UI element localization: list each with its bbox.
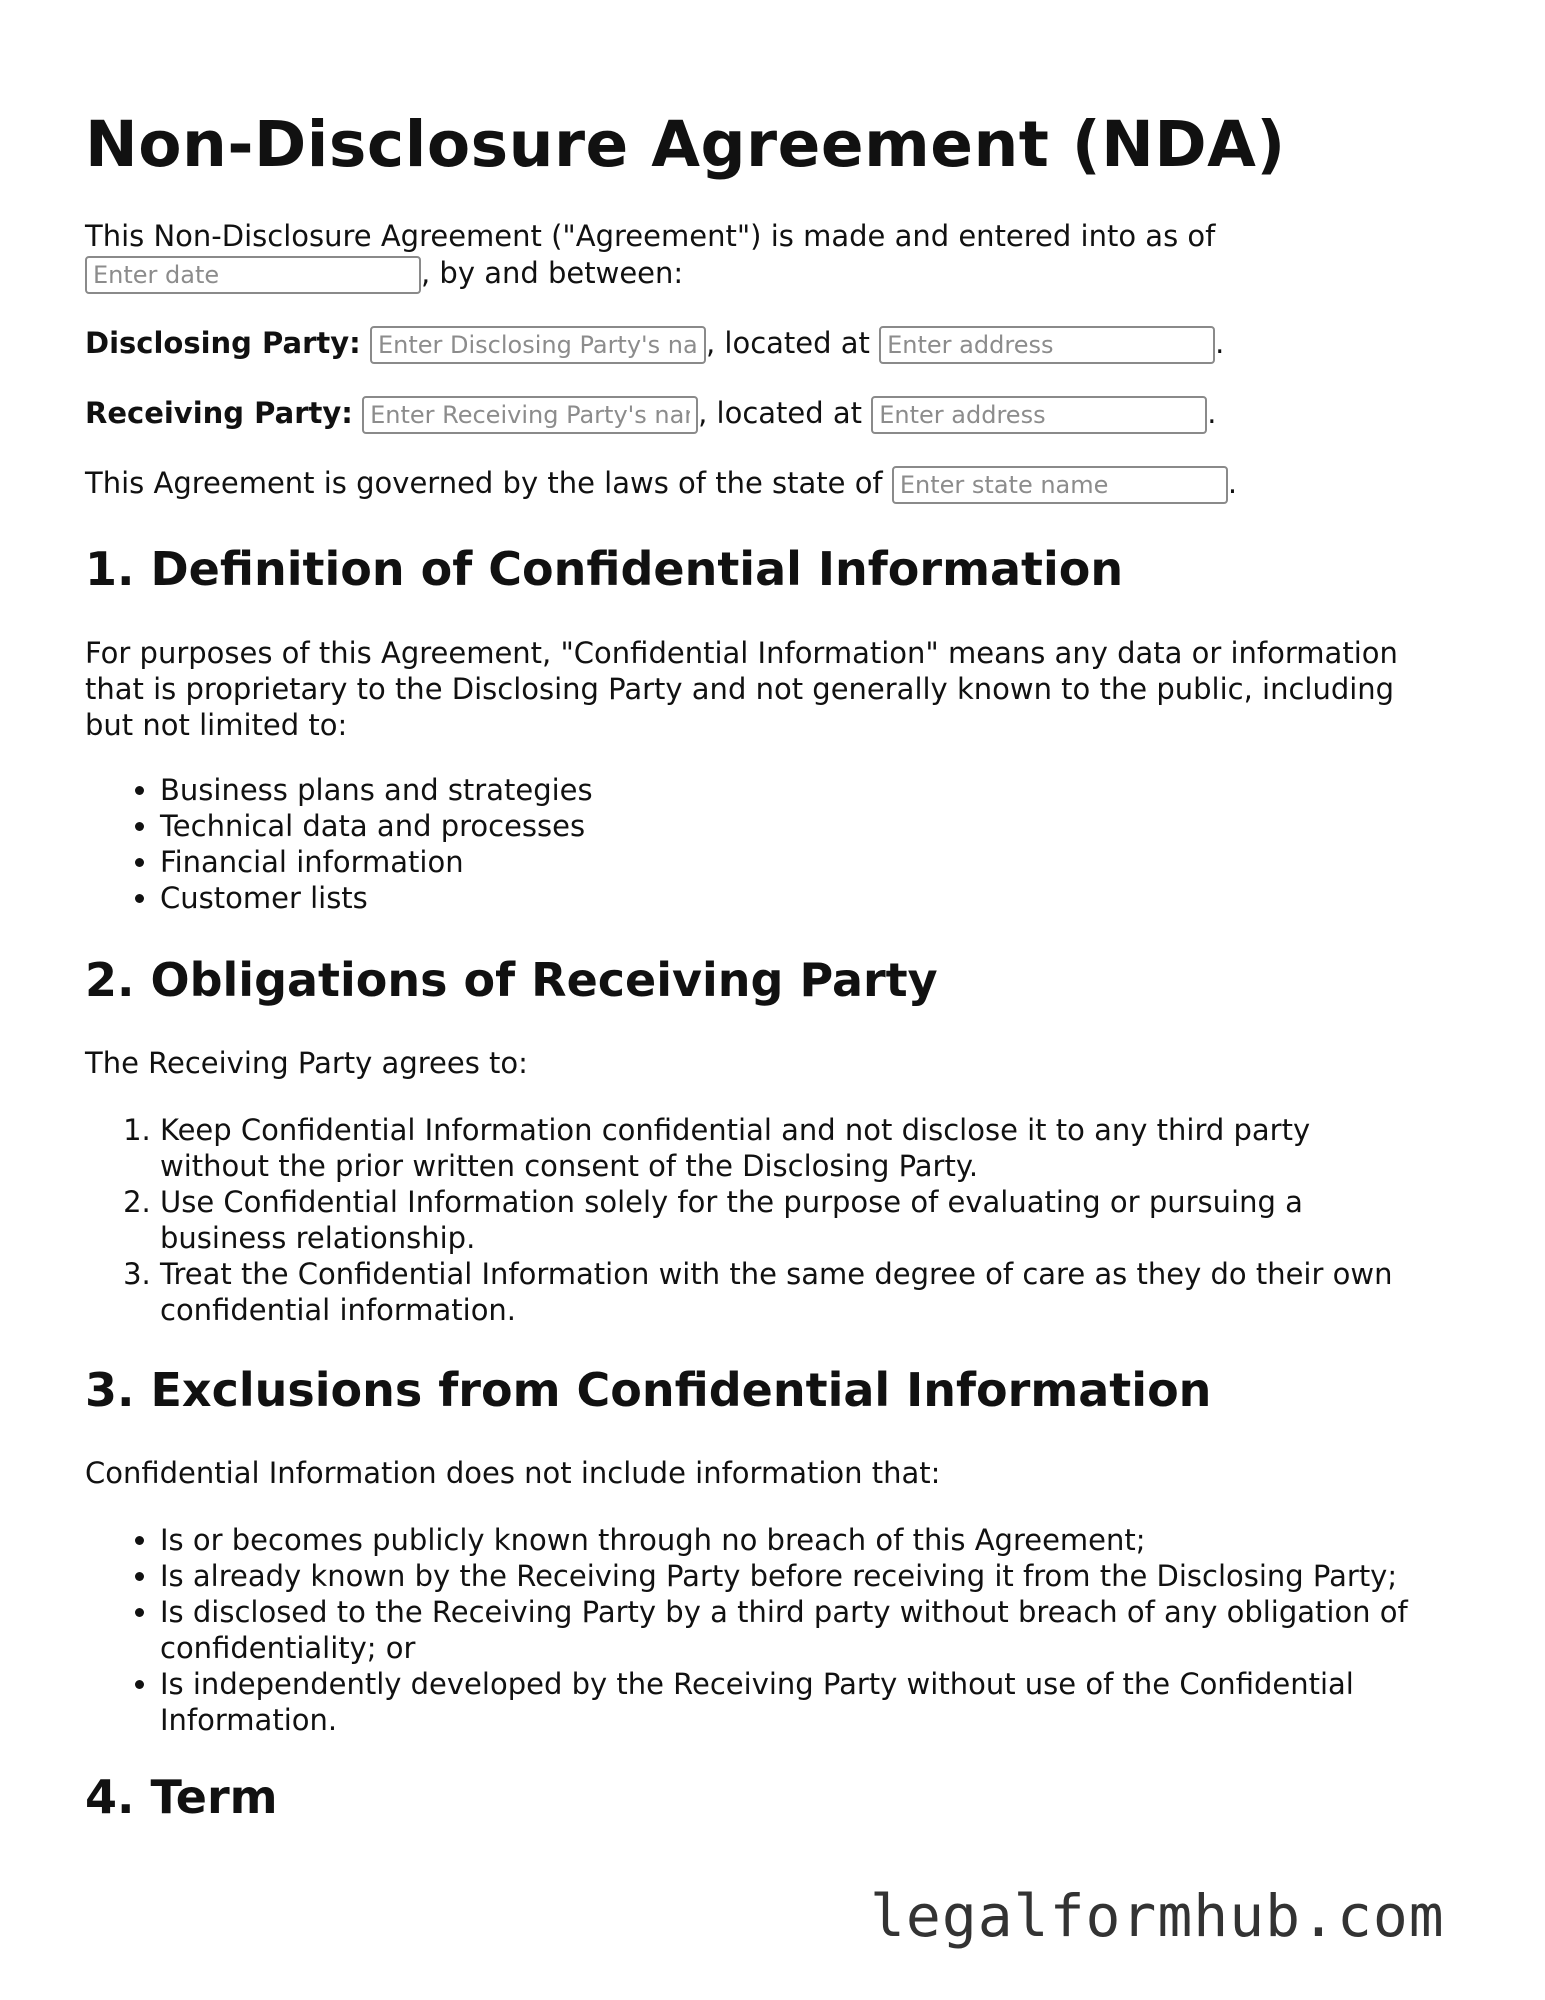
list-item-line: Is disclosed to the Receiving Party by a third party without breach of any obligation of (160, 1595, 1408, 1629)
list-item-line: Keep Confidential Information confidential and not disclose it to any third party (160, 1113, 1311, 1147)
disclosing-located-text: , located at (705, 326, 870, 360)
intro-text: This Non-Disclosure Agreement ("Agreement") is made and entered into as of (85, 219, 1216, 253)
section-2-list (85, 1112, 1392, 1328)
receiving-located-text: , located at (698, 396, 863, 430)
list-item: • Technical data and processes (160, 808, 593, 844)
receiving-party-name-input[interactable] (362, 396, 698, 434)
list-item-line: confidentiality; or (160, 1631, 416, 1665)
list-item (160, 1112, 1392, 1184)
list-item-line: confidential information. (160, 1293, 517, 1327)
list-item-line: business relationship. (160, 1221, 476, 1255)
list-item-line: Use Confidential Information solely for the purpose of evaluating or pursuing a (160, 1185, 1303, 1219)
section-1-paragraph (85, 635, 1398, 743)
document-title: Non-Disclosure Agreement (NDA) (85, 108, 1286, 181)
list-item-line: Information. (160, 1703, 338, 1737)
section-3-list (85, 1522, 1408, 1738)
state-input[interactable] (892, 466, 1228, 504)
disclosing-address-input[interactable] (879, 326, 1215, 364)
list-item: • Financial information (160, 844, 593, 880)
list-item-line: Is or becomes publicly known through no breach of this Agreement; (160, 1523, 1146, 1557)
section-3-heading: 3. Exclusions from Confidential Information (85, 1363, 1212, 1417)
section-1-list (85, 772, 593, 916)
list-item (160, 1666, 1408, 1738)
intro-date-line (85, 255, 683, 294)
disclosing-party-line (85, 325, 1224, 364)
receiving-address-input[interactable] (871, 396, 1207, 434)
receiving-end: . (1207, 396, 1217, 430)
date-input[interactable] (85, 256, 421, 294)
section-1-heading: 1. Definition of Confidential Information (85, 542, 1124, 596)
list-item-line: Is already known by the Receiving Party before receiving it from the Disclosing Party; (160, 1559, 1398, 1593)
section-1-line: that is proprietary to the Disclosing Party and not generally known to the public, including (85, 672, 1395, 706)
receiving-party-label: Receiving Party: (85, 396, 353, 430)
governing-end: . (1227, 466, 1238, 500)
governing-law-line (85, 465, 1237, 504)
list-item (160, 1184, 1392, 1256)
list-item (160, 1256, 1392, 1328)
section-2-lead: The Receiving Party agrees to: (85, 1046, 528, 1080)
section-1-line: For purposes of this Agreement, "Confidential Information" means any data or information (85, 636, 1398, 670)
intro-suffix: , by and between: (421, 256, 684, 290)
list-item (160, 1594, 1408, 1666)
section-3-lead: Confidential Information does not include information that: (85, 1456, 941, 1490)
section-4-heading: 4. Term (85, 1770, 278, 1824)
list-item (160, 1558, 1408, 1594)
list-item-line: Treat the Confidential Information with the same degree of care as they do their own (160, 1257, 1393, 1291)
list-item-line: Is independently developed by the Receiving Party without use of the Confidential (160, 1667, 1354, 1701)
section-1-line: but not limited to: (85, 708, 348, 742)
disclosing-end: . (1215, 326, 1225, 360)
list-item (160, 1522, 1408, 1558)
receiving-party-line (85, 395, 1216, 434)
disclosing-party-label: Disclosing Party: (85, 326, 361, 360)
governing-text: This Agreement is governed by the laws of the state of (85, 466, 883, 500)
watermark-text: legalformhub.com (870, 1882, 1445, 1950)
section-2-heading: 2. Obligations of Receiving Party (85, 953, 938, 1007)
list-item: • Business plans and strategies (160, 772, 593, 808)
intro-paragraph (85, 218, 1215, 254)
disclosing-party-name-input[interactable] (370, 326, 706, 364)
list-item-line: without the prior written consent of the Disclosing Party. (160, 1149, 979, 1183)
list-item: • Customer lists (160, 880, 593, 916)
